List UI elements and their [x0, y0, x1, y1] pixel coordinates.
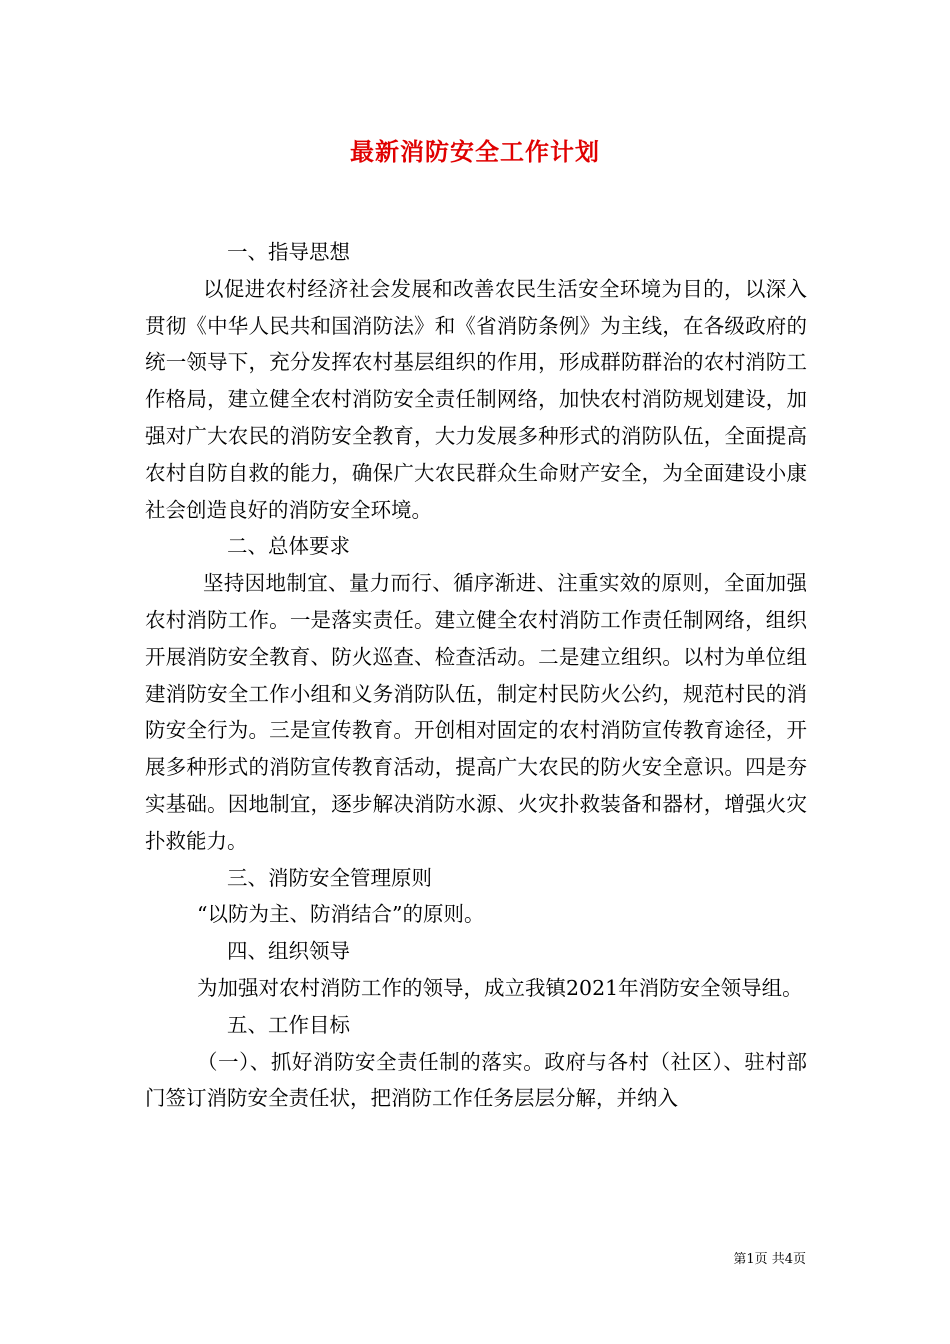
- section-heading: 五、工作目标: [227, 1012, 350, 1037]
- document-title: 最新消防安全工作计划: [350, 138, 600, 166]
- section-paragraph: 为加强对农村消防工作的领导，成立我镇2021年消防安全领导组。: [197, 975, 803, 1000]
- document-body: [145, 234, 807, 1117]
- section-paragraph: 坚持因地制宜、量力而行、循序渐进、注重实效的原则，全面加强农村消防工作。一是落实责任。建立健全农村消防工作责任制网络，组织开展消防安全教育、防火巡查、检查活动。二是建立组织。以村为单位组建消防安全工作小组和义务消防队伍，制定村民防火公约，规范村民的消防安全行为。三是宣传教育。开创相对固定的农村消防宣传教育途径，开展多种形式的消防宣传教育活动，提高广大农民的防火安全意识。四是夯实基础。因地制宜，逐步解决消防水源、火灾扑救装备和器材，增强火灾扑救能力。: [145, 571, 807, 853]
- section-heading: 二、总体要求: [227, 534, 350, 559]
- section-paragraph: 以促进农村经济社会发展和改善农民生活安全环境为目的，以深入贯彻《中华人民共和国消防法》和《省消防条例》为主线，在各级政府的统一领导下，充分发挥农村基层组织的作用，形成群防群治的农村消防工作格局，建立健全农村消防安全责任制网络，加快农村消防规划建设，加强对广大农民的消防安全教育，大力发展多种形式的消防队伍，全面提高农村自防自救的能力，确保广大农民群众生命财产安全，为全面建设小康社会创造良好的消防安全环境。: [145, 276, 807, 522]
- section-heading: 四、组织领导: [227, 939, 350, 964]
- section-paragraph: “以防为主、防消结合”的原则。: [197, 902, 485, 927]
- section-paragraph: （一）、抓好消防安全责任制的落实。政府与各村（社区）、驻村部门签订消防安全责任状，把消防工作任务层层分解，并纳入: [145, 1049, 807, 1111]
- section-heading: 一、指导思想: [227, 240, 350, 264]
- section-heading: 三、消防安全管理原则: [227, 865, 432, 890]
- page-number: 第1页 共4页: [733, 1252, 806, 1267]
